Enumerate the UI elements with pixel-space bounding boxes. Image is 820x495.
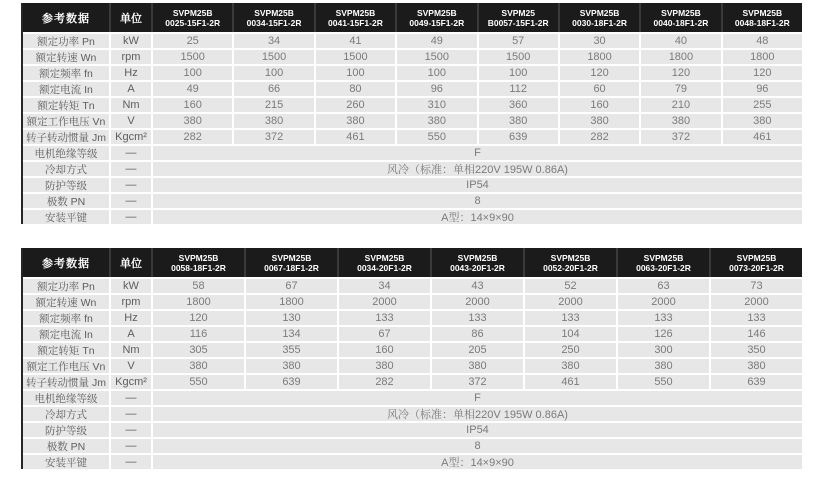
spec-span-row (23, 455, 802, 469)
spec-value: 550 (618, 375, 709, 389)
spec-value: 282 (560, 130, 639, 144)
table-header-row (23, 3, 802, 32)
row-unit: kW (111, 34, 151, 48)
spec-value: 1500 (397, 50, 476, 64)
spec-span-row (23, 146, 802, 160)
spec-value: 310 (397, 98, 476, 112)
spec-value: 1800 (246, 295, 337, 309)
model-series-text: SVPM25B (335, 7, 376, 18)
spec-row (23, 50, 802, 64)
spec-value: 30 (560, 34, 639, 48)
col-header-model (723, 3, 802, 32)
spec-value: 461 (316, 130, 395, 144)
col-header-model (618, 248, 709, 277)
spec-value: 380 (397, 114, 476, 128)
spec-row (23, 311, 802, 325)
spec-value: 380 (153, 359, 244, 373)
row-label: 电机绝缘等级 (23, 391, 109, 405)
spec-value: 380 (618, 359, 709, 373)
model-series-text: SVPM25B (416, 7, 457, 18)
spec-value: 355 (246, 343, 337, 357)
model-series-text: SVPM25 (501, 7, 535, 18)
col-header-model (234, 3, 313, 32)
row-unit: — (111, 210, 151, 224)
spec-value: 2000 (339, 295, 430, 309)
spec-value: 380 (234, 114, 313, 128)
spec-value: 120 (723, 66, 802, 80)
row-label: 转子转动惯量 Jm (23, 130, 109, 144)
spec-span-row (23, 423, 802, 437)
spec-value: 205 (432, 343, 523, 357)
row-label: 额定工作电压 Vn (23, 114, 109, 128)
col-header-model (153, 3, 232, 32)
row-unit: rpm (111, 295, 151, 309)
spec-span-row (23, 162, 802, 176)
spec-value: 34 (234, 34, 313, 48)
row-unit: A (111, 82, 151, 96)
spec-value: 461 (723, 130, 802, 144)
spec-value: 133 (711, 311, 802, 325)
spec-value: 146 (711, 327, 802, 341)
spec-value: 100 (153, 66, 232, 80)
row-unit: — (111, 391, 151, 405)
col-header-reference-data: 参考数据 (23, 3, 109, 32)
spec-value: 58 (153, 279, 244, 293)
spec-value: 2000 (525, 295, 616, 309)
spec-row (23, 82, 802, 96)
row-unit: kW (111, 279, 151, 293)
spec-span-row (23, 178, 802, 192)
spec-value: 73 (711, 279, 802, 293)
spec-span-row (23, 439, 802, 453)
spec-value: 1500 (153, 50, 232, 64)
row-label: 安装平键 (23, 455, 109, 469)
spec-row (23, 359, 802, 373)
row-unit: — (111, 178, 151, 192)
spec-value: 80 (316, 82, 395, 96)
model-code-text: 0030-18F1-2R (572, 17, 627, 28)
spec-value: 380 (560, 114, 639, 128)
row-label: 额定功率 Pn (23, 34, 109, 48)
spec-value: 100 (316, 66, 395, 80)
spec-row (23, 279, 802, 293)
col-header-unit: 单位 (111, 248, 151, 277)
spec-span-row (23, 194, 802, 208)
row-unit: — (111, 455, 151, 469)
spec-value: 104 (525, 327, 616, 341)
spec-value: 63 (618, 279, 709, 293)
row-unit: Nm (111, 98, 151, 112)
row-label: 冷却方式 (23, 407, 109, 421)
row-label: 防护等级 (23, 423, 109, 437)
spec-value: 25 (153, 34, 232, 48)
spec-span-value: 风冷（标准：单相220V 195W 0.86A) (153, 407, 802, 421)
model-series-text: SVPM25B (550, 252, 591, 263)
model-code-text: B0057-15F1-2R (487, 17, 549, 28)
spec-value: 134 (246, 327, 337, 341)
spec-value: 380 (316, 114, 395, 128)
col-header-model (525, 248, 616, 277)
model-series-text: SVPM25B (457, 252, 498, 263)
row-unit: — (111, 162, 151, 176)
spec-row (23, 34, 802, 48)
spec-value: 350 (711, 343, 802, 357)
model-code-text: 0043-20F1-2R (450, 262, 505, 273)
spec-value: 380 (246, 359, 337, 373)
row-label: 额定工作电压 Vn (23, 359, 109, 373)
spec-value: 79 (641, 82, 720, 96)
spec-span-value: IP54 (153, 423, 802, 437)
col-header-model (397, 3, 476, 32)
row-unit: — (111, 407, 151, 421)
spec-value: 41 (316, 34, 395, 48)
spec-span-value: A型：14×9×90 (153, 210, 802, 224)
spec-value: 49 (397, 34, 476, 48)
row-unit: — (111, 439, 151, 453)
row-label: 防护等级 (23, 178, 109, 192)
model-series-text: SVPM25B (254, 7, 294, 18)
spec-value: 380 (525, 359, 616, 373)
spec-value: 639 (711, 375, 802, 389)
col-header-model (479, 3, 558, 32)
row-unit: A (111, 327, 151, 341)
row-unit: — (111, 423, 151, 437)
spec-value: 112 (479, 82, 558, 96)
spec-value: 67 (339, 327, 430, 341)
row-label: 转子转动惯量 Jm (23, 375, 109, 389)
row-unit: Kgcm² (111, 375, 151, 389)
model-code-text: 0063-20F1-2R (636, 262, 691, 273)
model-code-text: 0034-20F1-2R (357, 262, 412, 273)
col-header-model (711, 248, 802, 277)
row-unit: — (111, 146, 151, 160)
model-series-text: SVPM25B (178, 252, 219, 263)
col-header-unit: 单位 (111, 3, 151, 32)
row-unit: rpm (111, 50, 151, 64)
row-label: 极数 PN (23, 194, 109, 208)
spec-span-row (23, 391, 802, 405)
row-label: 额定频率 fn (23, 311, 109, 325)
spec-value: 1800 (641, 50, 720, 64)
row-label: 额定功率 Pn (23, 279, 109, 293)
model-series-text: SVPM25B (661, 7, 701, 18)
spec-span-value: 8 (153, 194, 802, 208)
spec-value: 49 (153, 82, 232, 96)
spec-value: 1800 (153, 295, 244, 309)
spec-value: 160 (560, 98, 639, 112)
spec-value: 1800 (723, 50, 802, 64)
model-code-text: 0048-18F1-2R (734, 17, 790, 28)
spec-value: 60 (560, 82, 639, 96)
model-series-text: SVPM25B (364, 252, 405, 263)
spec-value: 380 (723, 114, 802, 128)
spec-row (23, 327, 802, 341)
spec-value: 52 (525, 279, 616, 293)
table-header-row (23, 248, 802, 277)
row-unit: Hz (111, 66, 151, 80)
spec-value: 160 (339, 343, 430, 357)
spec-row (23, 375, 802, 389)
spec-value: 282 (339, 375, 430, 389)
spec-span-value: F (153, 146, 802, 160)
col-header-model (153, 248, 244, 277)
spec-value: 372 (234, 130, 313, 144)
spec-value: 48 (723, 34, 802, 48)
spec-value: 2000 (432, 295, 523, 309)
spec-value: 133 (339, 311, 430, 325)
row-label: 冷却方式 (23, 162, 109, 176)
spec-value: 86 (432, 327, 523, 341)
spec-span-row (23, 407, 802, 421)
col-header-model (560, 3, 639, 32)
spec-value: 43 (432, 279, 523, 293)
spec-value: 210 (641, 98, 720, 112)
row-label: 极数 PN (23, 439, 109, 453)
row-label: 额定转速 Wn (23, 295, 109, 309)
spec-value: 120 (560, 66, 639, 80)
model-series-text: SVPM25B (172, 7, 213, 18)
row-unit: V (111, 114, 151, 128)
spec-value: 96 (723, 82, 802, 96)
row-label: 额定转矩 Tn (23, 343, 109, 357)
model-code-text: 0040-18F1-2R (653, 17, 709, 28)
spec-value: 57 (479, 34, 558, 48)
spec-value: 120 (641, 66, 720, 80)
spec-value: 2000 (711, 295, 802, 309)
row-unit: — (111, 194, 151, 208)
model-series-text: SVPM25B (579, 7, 620, 18)
spec-value: 255 (723, 98, 802, 112)
row-label: 额定电流 In (23, 82, 109, 96)
spec-value: 300 (618, 343, 709, 357)
model-code-text: 0058-18F1-2R (171, 262, 226, 273)
spec-value: 1500 (479, 50, 558, 64)
spec-row (23, 295, 802, 309)
col-header-reference-data: 参考数据 (23, 248, 109, 277)
spec-value: 133 (432, 311, 523, 325)
row-label: 额定频率 fn (23, 66, 109, 80)
col-header-model (432, 248, 523, 277)
col-header-model (339, 248, 430, 277)
spec-value: 372 (432, 375, 523, 389)
row-unit: Hz (111, 311, 151, 325)
spec-value: 1800 (560, 50, 639, 64)
spec-row (23, 98, 802, 112)
spec-value: 372 (641, 130, 720, 144)
spec-span-value: IP54 (153, 178, 802, 192)
spec-value: 461 (525, 375, 616, 389)
spec-value: 550 (397, 130, 476, 144)
spec-span-value: F (153, 391, 802, 405)
spec-value: 380 (339, 359, 430, 373)
model-code-text: 0073-20F1-2R (729, 262, 784, 273)
spec-value: 639 (479, 130, 558, 144)
spec-value: 120 (153, 311, 244, 325)
row-label: 额定转速 Wn (23, 50, 109, 64)
spec-value: 66 (234, 82, 313, 96)
spec-table-1 (21, 3, 802, 224)
col-header-model (246, 248, 337, 277)
row-label: 额定电流 In (23, 327, 109, 341)
spec-value: 380 (432, 359, 523, 373)
spec-value: 380 (153, 114, 232, 128)
model-series-text: SVPM25B (643, 252, 684, 263)
spec-value: 2000 (618, 295, 709, 309)
spec-value: 380 (641, 114, 720, 128)
model-code-text: 0067-18F1-2R (264, 262, 319, 273)
spec-value: 550 (153, 375, 244, 389)
spec-value: 67 (246, 279, 337, 293)
col-header-model (316, 3, 395, 32)
spec-value: 215 (234, 98, 313, 112)
row-unit: V (111, 359, 151, 373)
spec-value: 100 (234, 66, 313, 80)
spec-value: 126 (618, 327, 709, 341)
row-label: 额定转矩 Tn (23, 98, 109, 112)
row-label: 安装平键 (23, 210, 109, 224)
model-code-text: 0025-15F1-2R (165, 17, 221, 28)
spec-value: 282 (153, 130, 232, 144)
spec-value: 133 (618, 311, 709, 325)
spec-span-row (23, 210, 802, 224)
spec-value: 1500 (234, 50, 313, 64)
model-code-text: 0049-15F1-2R (409, 17, 465, 28)
spec-value: 133 (525, 311, 616, 325)
spec-value: 40 (641, 34, 720, 48)
spec-value: 100 (397, 66, 476, 80)
spec-value: 1500 (316, 50, 395, 64)
spec-value: 100 (479, 66, 558, 80)
spec-span-value: 风冷（标准：单相220V 195W 0.86A) (153, 162, 802, 176)
model-series-text: SVPM25B (736, 252, 777, 263)
spec-value: 96 (397, 82, 476, 96)
spec-value: 380 (711, 359, 802, 373)
spec-value: 639 (246, 375, 337, 389)
spec-value: 250 (525, 343, 616, 357)
spec-row (23, 343, 802, 357)
model-code-text: 0052-20F1-2R (543, 262, 598, 273)
row-label: 电机绝缘等级 (23, 146, 109, 160)
spec-row (23, 130, 802, 144)
spec-value: 116 (153, 327, 244, 341)
model-series-text: SVPM25B (271, 252, 312, 263)
row-unit: Nm (111, 343, 151, 357)
spec-row (23, 66, 802, 80)
spec-span-value: A型：14×9×90 (153, 455, 802, 469)
model-code-text: 0041-15F1-2R (328, 17, 383, 28)
col-header-model (641, 3, 720, 32)
spec-value: 160 (153, 98, 232, 112)
spec-value: 260 (316, 98, 395, 112)
spec-value: 130 (246, 311, 337, 325)
spec-value: 34 (339, 279, 430, 293)
spec-table-2 (21, 248, 802, 469)
model-code-text: 0034-15F1-2R (246, 17, 302, 28)
spec-value: 380 (479, 114, 558, 128)
row-unit: Kgcm² (111, 130, 151, 144)
model-series-text: SVPM25B (742, 7, 783, 18)
spec-value: 360 (479, 98, 558, 112)
spec-span-value: 8 (153, 439, 802, 453)
spec-row (23, 114, 802, 128)
spec-value: 305 (153, 343, 244, 357)
